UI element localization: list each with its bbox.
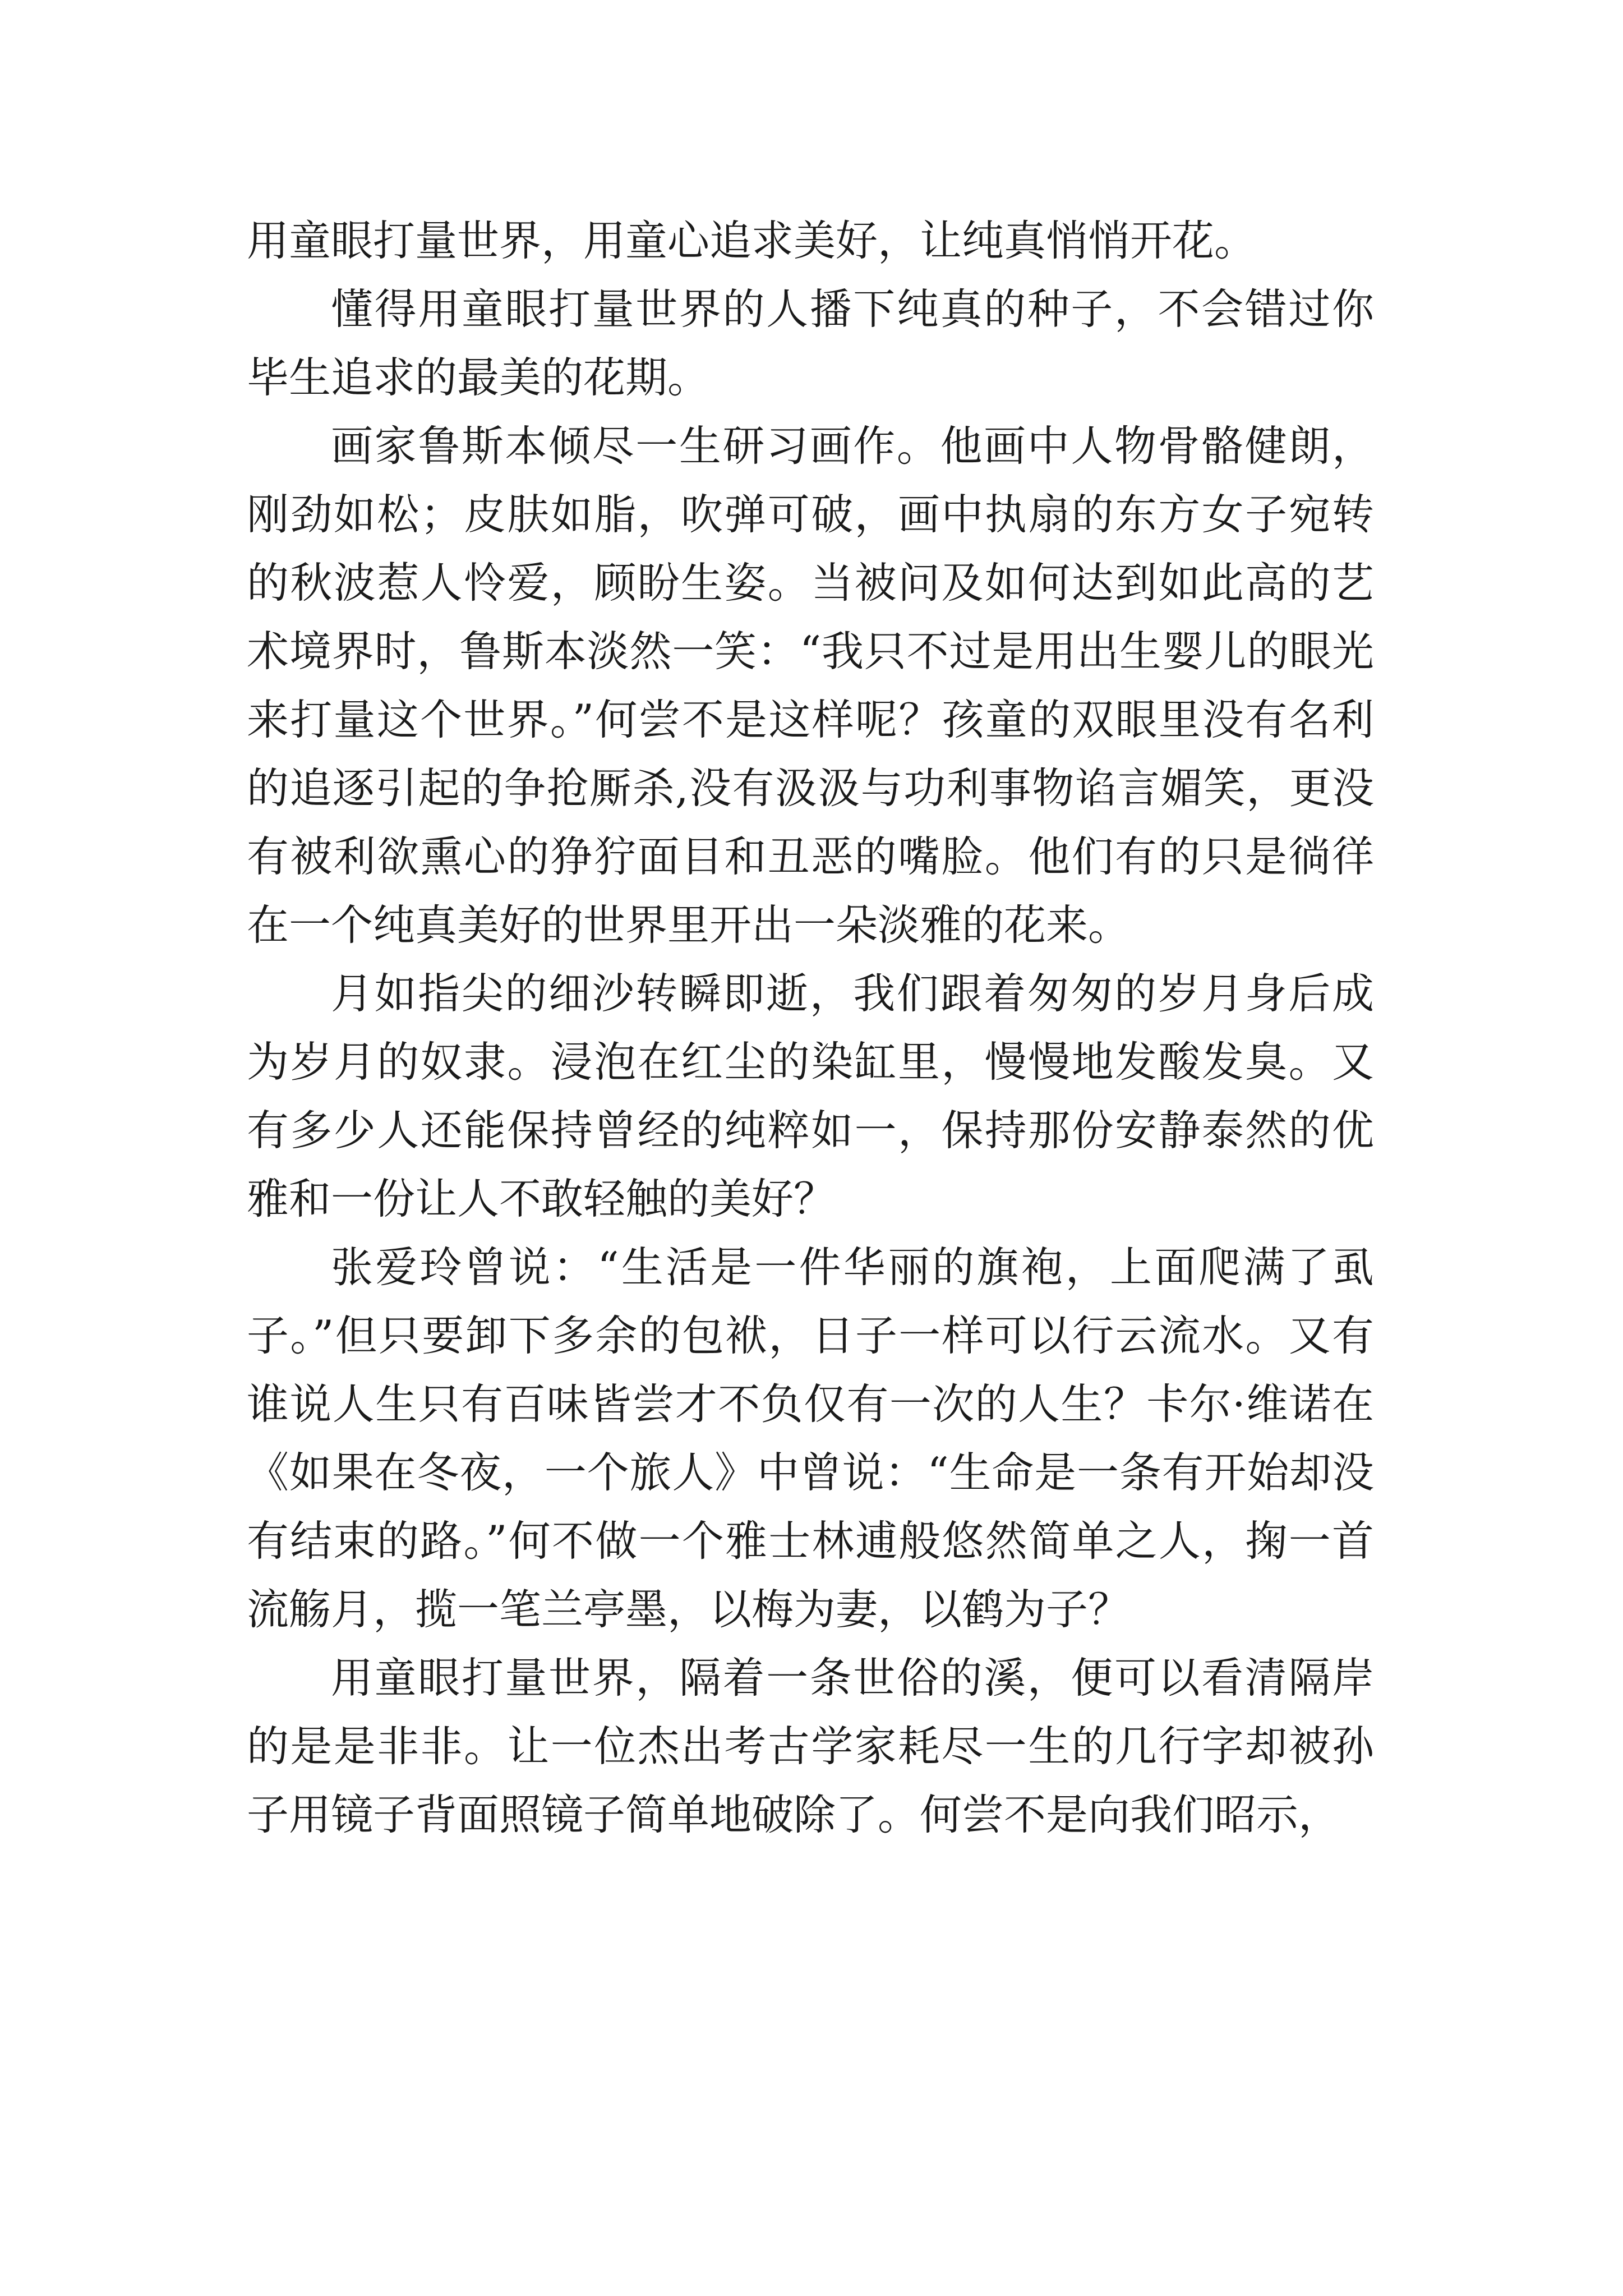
paragraph: 月如指尖的细沙转瞬即逝，我们跟着匆匆的岁月身后成为岁月的奴隶。浸泡在红尘的染缸里，慢慢地发酸发臭。又有多少人还能保持曾经的纯粹如一，保持那份安静泰然的优雅和一份让人不敢轻触的美好？ — [247, 969, 1374, 1223]
essay-body — [247, 206, 1374, 1849]
paragraph-continuation: 用童眼打量世界，用童心追求美好，让纯真悄悄开花。 — [247, 216, 1257, 265]
paragraph: 张爱玲曾说：“生活是一件华丽的旗袍，上面爬满了虱子。”但只要卸下多余的包袱，日子一样可以行云流水。又有谁说人生只有百味皆尝才不负仅有一次的人生？卡尔·维诺在《如果在冬夜，一个旅人》中曾说：“生命是一条有开始却没有结束的路。”何不做一个雅士林逋般悠然简单之人，掬一首流觞月，揽一笔兰亭墨，以梅为妻，以鹤为子？ — [247, 1243, 1374, 1634]
paragraph: 用童眼打量世界，隔着一条世俗的溪，便可以看清隔岸的是是非非。让一位杰出考古学家耗尽一生的几行字却被孙子用镜子背面照镜子简单地破除了。何尝不是向我们昭示， — [247, 1653, 1374, 1839]
paragraph: 画家鲁斯本倾尽一生研习画作。他画中人物骨骼健朗，刚劲如松；皮肤如脂，吹弹可破，画中执扇的东方女子宛转的秋波惹人怜爱，顾盼生姿。当被问及如何达到如此高的艺术境界时，鲁斯本淡然一笑：“我只不过是用出生婴儿的眼光来打量这个世界。”何尝不是这样呢？孩童的双眼里没有名利的追逐引起的争抢厮杀,没有汲汲与功利事物谄言媚笑，更没有被利欲熏心的狰狞面目和丑恶的嘴脸。他们有的只是徜徉在一个纯真美好的世界里开出一朵淡雅的花来。 — [247, 421, 1374, 950]
paragraph: 懂得用童眼打量世界的人播下纯真的种子，不会错过你毕生追求的最美的花期。 — [247, 284, 1374, 402]
